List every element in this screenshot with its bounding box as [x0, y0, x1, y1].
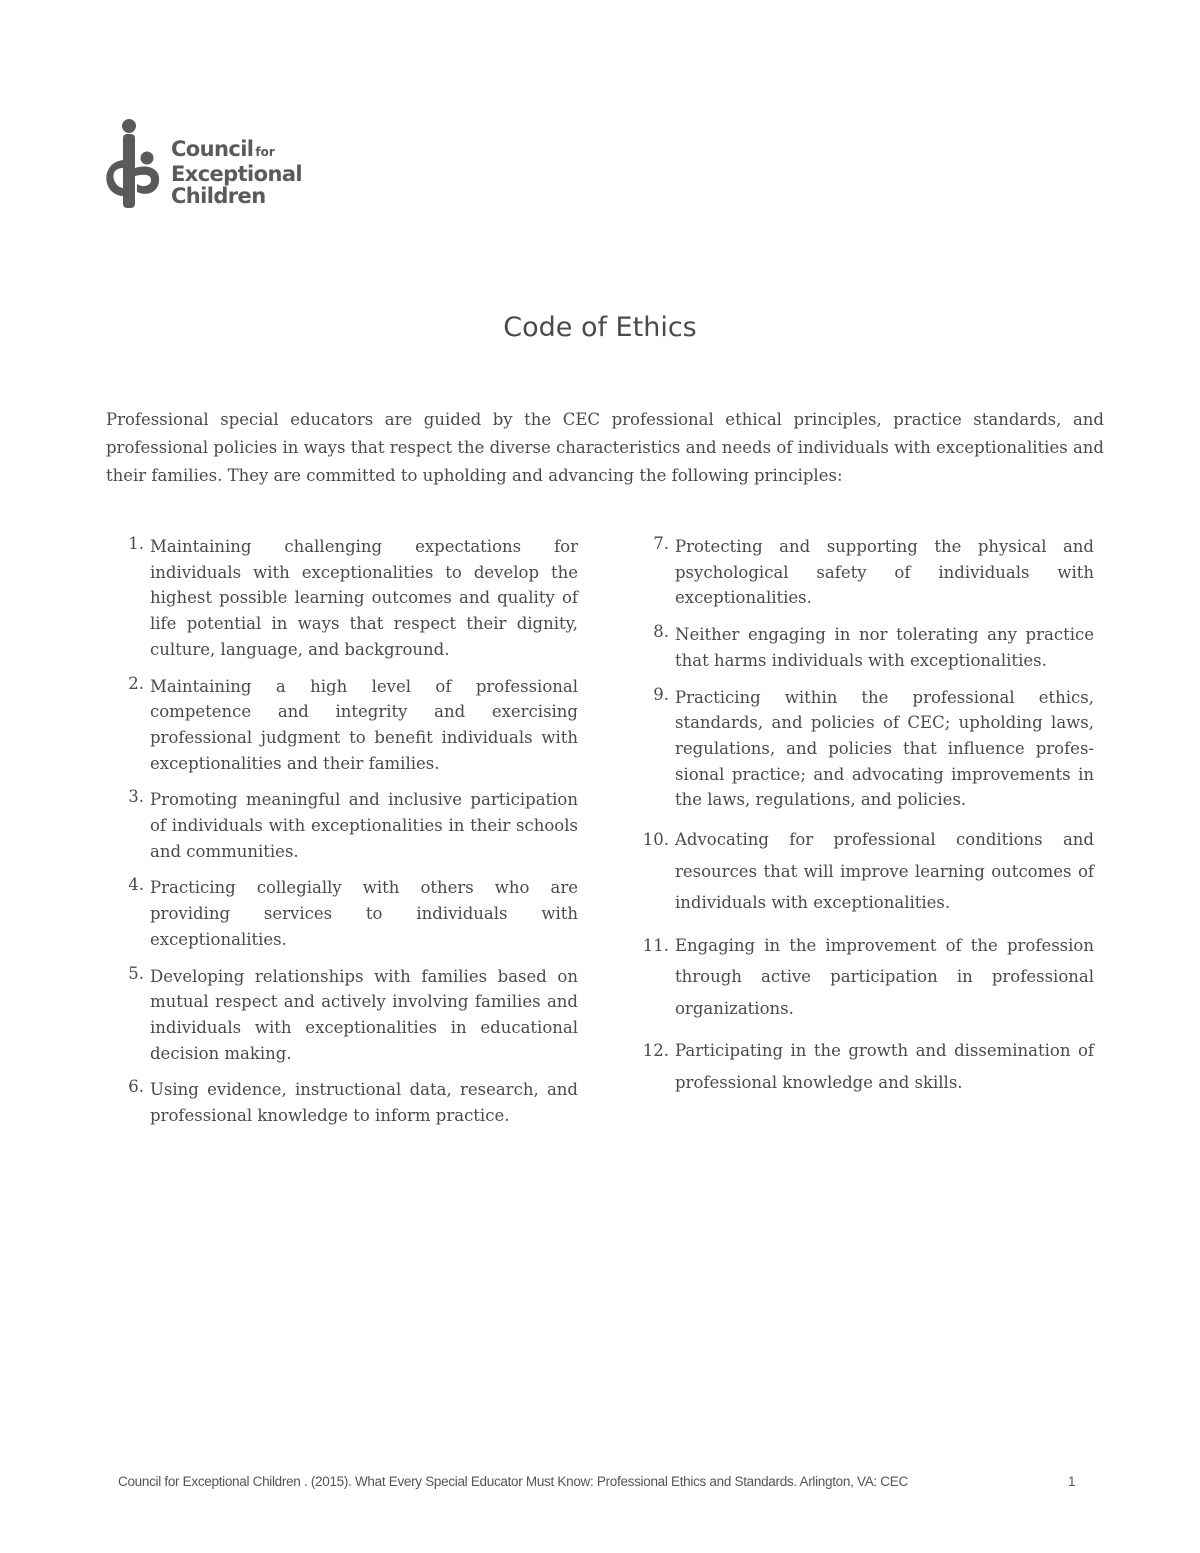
principle-number: 11.: [642, 935, 669, 955]
principle-number: 12.: [642, 1041, 669, 1061]
principle-item: [628, 622, 1094, 673]
principle-text: Neither engaging in nor tolerating any practice that harms individuals with exceptionalities.: [675, 625, 1094, 670]
principle-number: 9.: [653, 684, 669, 704]
principle-text: Developing relationships with families based on mutual respect and actively involving families and individuals with exceptionalities in educational decision making.: [150, 966, 578, 1063]
principle-item: [628, 685, 1094, 814]
principles-list-right: [628, 534, 1094, 1109]
principle-text: Participating in the growth and dissemination of professional knowledge and skills.: [675, 1041, 1094, 1092]
page-title: Code of Ethics: [503, 312, 697, 343]
principle-item: [106, 875, 578, 952]
principle-item: [628, 1035, 1094, 1098]
principle-text: Maintaining a high level of professional competence and integrity and exercising professional judgment to benefit individuals with exceptionalities and their families.: [150, 676, 578, 773]
principle-text: Engaging in the improvement of the profession through active participation in professional organizations.: [675, 935, 1094, 1018]
cec-logo: [103, 118, 313, 218]
principle-item: [106, 1077, 578, 1128]
principle-number: 3.: [128, 787, 144, 807]
principle-number: 7.: [653, 534, 669, 553]
logo-line-1: Council for: [171, 137, 275, 161]
principle-item: [106, 964, 578, 1067]
principle-item: [628, 824, 1094, 919]
logo-line-3: Children: [171, 184, 266, 208]
logo-line-1-small: for: [255, 145, 275, 159]
principle-number: 10.: [642, 830, 669, 850]
principle-text: Practicing within the professional ethics, standards, and policies of CEC; upholding laws, regulations, and policies that influence profes-sional practice; and advocating improvements in the laws, regulations, and policies.: [675, 687, 1094, 810]
principle-text: Maintaining challenging expectations for individuals with exceptionalities to develop the highest possible learning outcomes and quality of life potential in ways that respect their dignity, culture, language, and background.: [150, 537, 578, 659]
principle-number: 5.: [128, 963, 144, 983]
principle-text: Promoting meaningful and inclusive participation of individuals with exceptionalities in their schools and communities.: [150, 790, 578, 861]
principles-list-left: [106, 534, 578, 1140]
logo-line-2: Exceptional: [171, 162, 302, 186]
cec-logo-text: [171, 138, 302, 207]
principle-item: [628, 930, 1094, 1025]
cec-logo-mark-icon: [103, 118, 165, 214]
principle-text: Using evidence, instructional data, research, and professional knowledge to inform practice.: [150, 1080, 578, 1126]
principle-item: [106, 534, 578, 663]
principle-number: 4.: [128, 875, 144, 895]
principle-number: 2.: [128, 673, 144, 693]
principle-text: Practicing collegially with others who are providing services to individuals with exceptionalities.: [150, 878, 578, 949]
principle-number: 8.: [653, 622, 669, 642]
principle-item: [628, 534, 1094, 611]
intro-paragraph: Professional special educators are guided by the CEC professional ethical principles, practice standards, and professional policies in ways that respect the diverse characteristics and needs of individuals with exceptionalities and their families. They are committed to upholding and advancing the following principles:: [106, 410, 1104, 485]
footer-citation: Council for Exceptional Children . (2015). What Every Special Educator Must Know: Professional Ethics and Standards. Arlington, VA: CEC: [118, 1474, 908, 1489]
principle-text: Protecting and supporting the physical and psychological safety of individuals with exceptionalities.: [675, 537, 1094, 608]
principle-number: 6.: [128, 1077, 144, 1097]
page-number: 1: [1068, 1474, 1076, 1489]
principle-item: [106, 787, 578, 864]
principle-item: [106, 674, 578, 777]
principle-text: Advocating for professional conditions and resources that will improve learning outcomes of individuals with exceptionalities.: [675, 830, 1094, 913]
principle-number: 1.: [128, 534, 144, 553]
